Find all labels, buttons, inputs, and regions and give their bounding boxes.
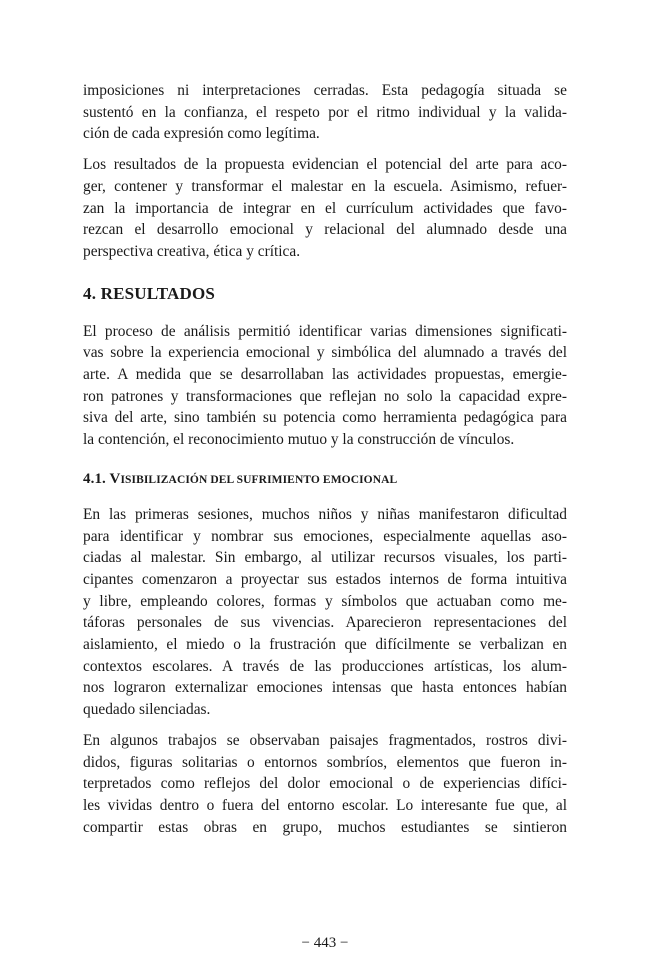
text-line: la contención, el reconocimiento mutuo y la construcción de vínculos. (83, 431, 515, 449)
paragraph-results-summary (83, 154, 567, 263)
text-line: ciadas al malestar. Sin embargo, al utilizar recursos visuales, los parti- (83, 549, 567, 567)
text-line: imposiciones ni interpretaciones cerradas. Esta pedagogía situada se (83, 82, 567, 99)
page-number: − 443 − (301, 935, 349, 951)
subsection-initial: V (109, 470, 121, 487)
text-line: quedado silenciadas. (83, 701, 211, 719)
paragraph-pedagogy (83, 80, 567, 145)
text-line: El proceso de análisis permitió identificar varias dimensiones significati- (83, 322, 567, 340)
subsection-number: 4.1. (83, 470, 106, 487)
text-line: rezcan el desarrollo emocional y relacional del alumnado desde una (83, 221, 567, 239)
text-line: ger, contener y transformar el malestar en la escuela. Asimismo, refuer- (83, 177, 567, 195)
text-line: táforas personales de sus vivencias. Aparecieron representaciones del (83, 614, 567, 632)
section-heading: 4. RESULTADOS (83, 283, 216, 303)
text-line: perspectiva creativa, ética y crítica. (83, 242, 301, 260)
paragraph-first-sessions (83, 504, 567, 721)
text-line: ción de cada expresión como legítima. (83, 125, 320, 143)
text-line: les vividas dentro o fuera del entorno escolar. Lo interesante fue que, al (83, 796, 567, 814)
subsection-title: ISIBILIZACIÓN DEL SUFRIMIENTO EMOCIONAL (120, 473, 398, 486)
page-body (83, 80, 567, 838)
paragraph-artworks (83, 730, 567, 839)
text-line: aislamiento, el miedo o la frustración que difícilmente se verbalizan en (83, 636, 567, 654)
text-line: sustentó en la confianza, el respeto por el ritmo individual y la valida- (83, 103, 567, 121)
paragraph-analysis (83, 321, 567, 451)
text-line: ron patrones y transformaciones que reflejan no solo la capacidad expre- (83, 387, 567, 405)
text-line: En algunos trabajos se observaban paisajes fragmentados, rostros divi- (83, 731, 567, 749)
text-line: cipantes comenzaron a proyectar sus estados internos de forma intuitiva (83, 570, 567, 588)
text-line: arte. A medida que se desarrollaban las actividades propuestas, emergie- (83, 366, 567, 384)
text-line: zan la importancia de integrar en el currículum actividades que favo- (83, 199, 567, 217)
text-line: para identificar y nombrar sus emociones, especialmente aquellas aso- (83, 527, 567, 545)
text-line: compartir estas obras en grupo, muchos estudiantes se sintieron (83, 818, 567, 836)
text-line: En las primeras sesiones, muchos niños y niñas manifestaron dificultad (83, 505, 567, 523)
text-line: terpretados como reflejos del dolor emocional o de experiencias difíci- (83, 775, 567, 793)
text-line: Los resultados de la propuesta evidencian el potencial del arte para aco- (83, 156, 567, 174)
subsection-heading (83, 469, 567, 490)
text-line: vas sobre la experiencia emocional y simbólica del alumnado a través del (83, 344, 567, 362)
text-line: didos, figuras solitarias o entornos sombríos, elementos que fueron in- (83, 753, 567, 771)
text-line: y libre, empleando colores, formas y símbolos que actuaban como me- (83, 592, 567, 610)
text-line: contextos escolares. A través de las producciones artísticas, los alum- (83, 657, 567, 675)
text-line: nos lograron externalizar emociones intensas que hasta entonces habían (83, 679, 567, 697)
text-line: siva del arte, sino también su potencia como herramienta pedagógica para (83, 409, 567, 427)
